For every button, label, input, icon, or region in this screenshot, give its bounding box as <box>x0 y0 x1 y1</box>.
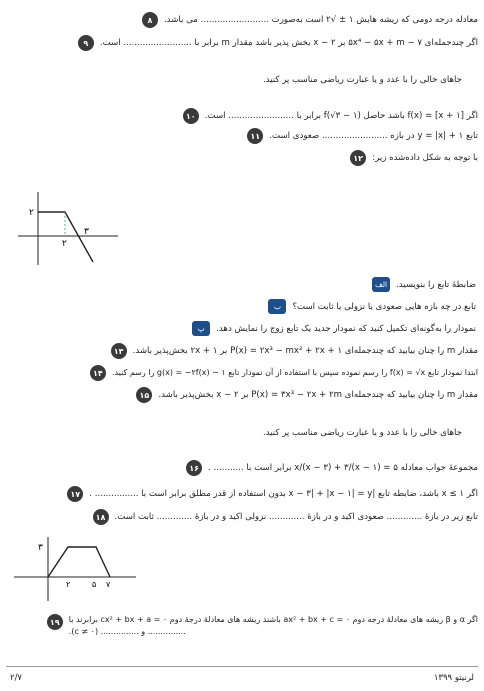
question-text: اگر چندجمله‌ای ۷ − ۵x⁴ − ۵x + m بر x − ۲ بخش پذیر باشد مقدار m برابر با ......................... است. <box>99 38 478 48</box>
y-label-3: ۳ <box>38 543 43 553</box>
question-text: تابع y = |x| + ۱ در بازه ........................ صعودی است. <box>269 131 478 141</box>
section-heading: جاهای خالی را با عدد و یا عبارت ریاضی مناسب پر کنید. <box>262 428 462 438</box>
part-tag: پ <box>192 321 210 336</box>
x-label-7: ۷ <box>106 580 111 589</box>
question-number: ۱۱ <box>247 128 263 144</box>
y-label-2: ۲ <box>29 208 34 218</box>
question-text: مجموعهٔ جواب معادله ۵ = x/(x − ۳) + ۳/(x − ۱) برابر است با ........... . <box>208 463 478 473</box>
part-tag: الف <box>372 277 390 292</box>
question-number: ۱۹ <box>47 614 63 630</box>
question-text: تابع زیر در بازهٔ ............. صعودی اکید و در بازهٔ ............. نزولی اکید و در بازهٔ ............. ثابت است. <box>114 512 478 522</box>
part-text: نمودار را به‌گونه‌ای تکمیل کنید که نمودار جدید یک تابع زوج را نمایش دهد. <box>216 323 476 334</box>
question-9 <box>78 35 478 51</box>
question-17 <box>67 486 478 502</box>
page-number: ۲/۷ <box>10 673 22 683</box>
part-text: تابع در چه بازه هایی صعودی یا نزولی یا ثابت است؟ <box>292 301 476 312</box>
question-number: ۱۴ <box>90 365 106 381</box>
question-number: ۹ <box>78 35 94 51</box>
publisher-name: لرنیتو ۱۳۹۹ <box>433 673 474 683</box>
question-13 <box>111 343 478 359</box>
question-number: ۱۲ <box>350 150 366 166</box>
question-number: ۱۸ <box>93 509 109 525</box>
question-10 <box>183 108 478 124</box>
question-8 <box>142 12 478 28</box>
x-label-3: ۳ <box>84 227 89 237</box>
graph-1 <box>18 190 128 270</box>
part-text: ضابطهٔ تابع را بنویسید. <box>396 279 476 290</box>
question-number: ۱۷ <box>67 486 83 502</box>
function-curve <box>38 212 93 262</box>
part-pe <box>192 321 476 336</box>
question-18 <box>93 509 478 525</box>
graph-2 <box>14 535 139 603</box>
question-12 <box>350 150 478 166</box>
question-text: معادله درجه دومی که ریشه هایش ۱ ± √۲ است به‌صورت ......................... می باشد. <box>163 15 478 25</box>
question-14 <box>90 365 478 381</box>
part-tag: ب <box>268 299 286 314</box>
x-label-5: ۵ <box>92 580 97 589</box>
question-text: با توجه به شکل داده‌شده زیر: <box>372 153 478 163</box>
question-text: مقدار m را چنان بیابید که چندجمله‌ای P(x) = ۲x³ − mx² + ۲x + ۱ بر ۲x + ۱ بخش‌پذیر باشد. <box>132 346 478 356</box>
question-16 <box>186 460 478 476</box>
x-label-2: ۲ <box>62 239 67 249</box>
section-heading: جاهای خالی را با عدد و یا عبارت ریاضی مناسب پر کنید. <box>262 75 462 85</box>
question-number: ۱۳ <box>111 343 127 359</box>
question-number: ۱۶ <box>186 460 202 476</box>
question-11 <box>247 128 478 144</box>
question-text-continued: ............... و ............... (c ≠ ۰). <box>68 627 186 636</box>
question-number: ۱۵ <box>136 387 152 403</box>
question-number: ۱۰ <box>183 108 199 124</box>
part-alef <box>372 277 476 292</box>
question-text: اگر α و β ریشه های معادلهٔ درجه دوم ax² + bx + c = ۰ باشند ریشه های معادلهٔ درجهٔ دوم cx² + bx + a = ۰ برابرند با <box>68 615 478 624</box>
question-text: مقدار m را چنان بیابید که چندجمله‌ای P(x) = ۳x³ − ۲x + ۲m بر x − ۲ بخش‌پذیر باشد. <box>158 390 478 400</box>
question-text: اگر ۱ ≥ x باشد، ضابطه تابع |x − ۳| + |x − ۱| = y بدون استفاده از قدر مطلق برابر است با ................ . <box>89 489 478 499</box>
function-curve <box>48 547 110 577</box>
question-text: اگر f(x) = [x + ۱] باشد حاصل f(√۳ − ۱) برابر با ........................ است. <box>204 111 478 121</box>
x-label-2: ۲ <box>66 580 71 589</box>
question-15 <box>136 387 478 403</box>
part-be <box>268 299 476 314</box>
question-19 <box>47 614 478 638</box>
footer-divider <box>6 666 478 667</box>
question-number: ۸ <box>142 12 158 28</box>
question-text: ابتدا نمودار تابع f(x) = √x را رسم نموده سپس با استفاده از آن نمودار تابع g(x) = −۲f(x) − ۱ را رسم کنید. <box>111 368 478 377</box>
